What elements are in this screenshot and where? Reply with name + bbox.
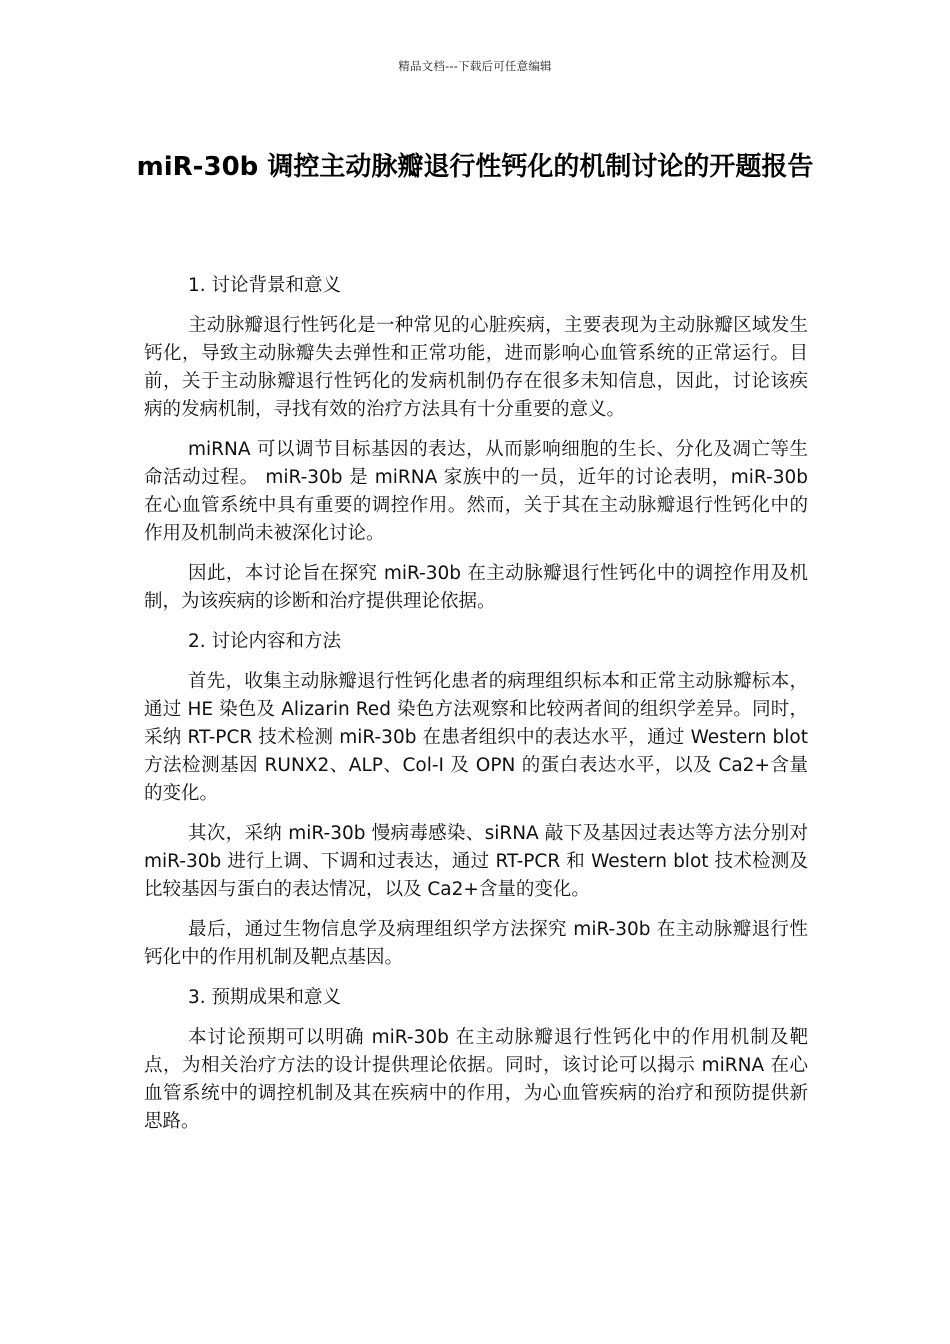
- paragraph: miRNA 可以调节目标基因的表达，从而影响细胞的生长、分化及凋亡等生命活动过程。 miR-30b 是 miRNA 家族中的一员，近年的讨论表明，miR-30b 在心血管系统中具有重要的调控作用。然而，关于其在主动脉瓣退行性钙化中的作用及机制尚未被深化讨论。: [144, 439, 808, 544]
- document-body: [144, 272, 808, 1148]
- paragraph: 因此，本讨论旨在探究 miR-30b 在主动脉瓣退行性钙化中的调控作用及机制，为该疾病的诊断和治疗提供理论依据。: [144, 563, 808, 612]
- paragraph: 其次，采纳 miR-30b 慢病毒感染、siRNA 敲下及基因过表达等方法分别对 miR-30b 进行上调、下调和过表达，通过 RT-PCR 和 Western blot 技术检测及比较基因与蛋白的表达情况，以及 Ca2+含量的变化。: [144, 823, 808, 900]
- section-heading: 2. 讨论内容和方法: [188, 631, 342, 652]
- paragraph: 最后，通过生物信息学及病理组织学方法探究 miR-30b 在主动脉瓣退行性钙化中的作用机制及靶点基因。: [144, 919, 808, 968]
- section-heading: 3. 预期成果和意义: [188, 987, 342, 1008]
- header-note: 精品文档---下载后可任意编辑: [398, 59, 552, 73]
- paragraph: 首先，收集主动脉瓣退行性钙化患者的病理组织标本和正常主动脉瓣标本，通过 HE 染色及 Alizarin Red 染色方法观察和比较两者间的组织学差异。同时，采纳 RT-PCR 技术检测 miR-30b 在患者组织中的表达水平，通过 Western blot 方法检测基因 RUNX2、ALP、Col-I 及 OPN 的蛋白表达水平，以及 Ca2+含量的变化。: [144, 671, 808, 804]
- section-heading: 1. 讨论背景和意义: [188, 275, 342, 296]
- document-title: miR-30b 调控主动脉瓣退行性钙化的机制讨论的开题报告: [136, 152, 814, 182]
- paragraph: 主动脉瓣退行性钙化是一种常见的心脏疾病，主要表现为主动脉瓣区域发生钙化，导致主动脉瓣失去弹性和正常功能，进而影响心血管系统的正常运行。目前，关于主动脉瓣退行性钙化的发病机制仍存在很多未知信息，因此，讨论该疾病的发病机制，寻找有效的治疗方法具有十分重要的意义。: [144, 315, 808, 420]
- paragraph: 本讨论预期可以明确 miR-30b 在主动脉瓣退行性钙化中的作用机制及靶点，为相关治疗方法的设计提供理论依据。同时，该讨论可以揭示 miRNA 在心血管系统中的调控机制及其在疾病中的作用，为心血管疾病的治疗和预防提供新思路。: [144, 1027, 808, 1132]
